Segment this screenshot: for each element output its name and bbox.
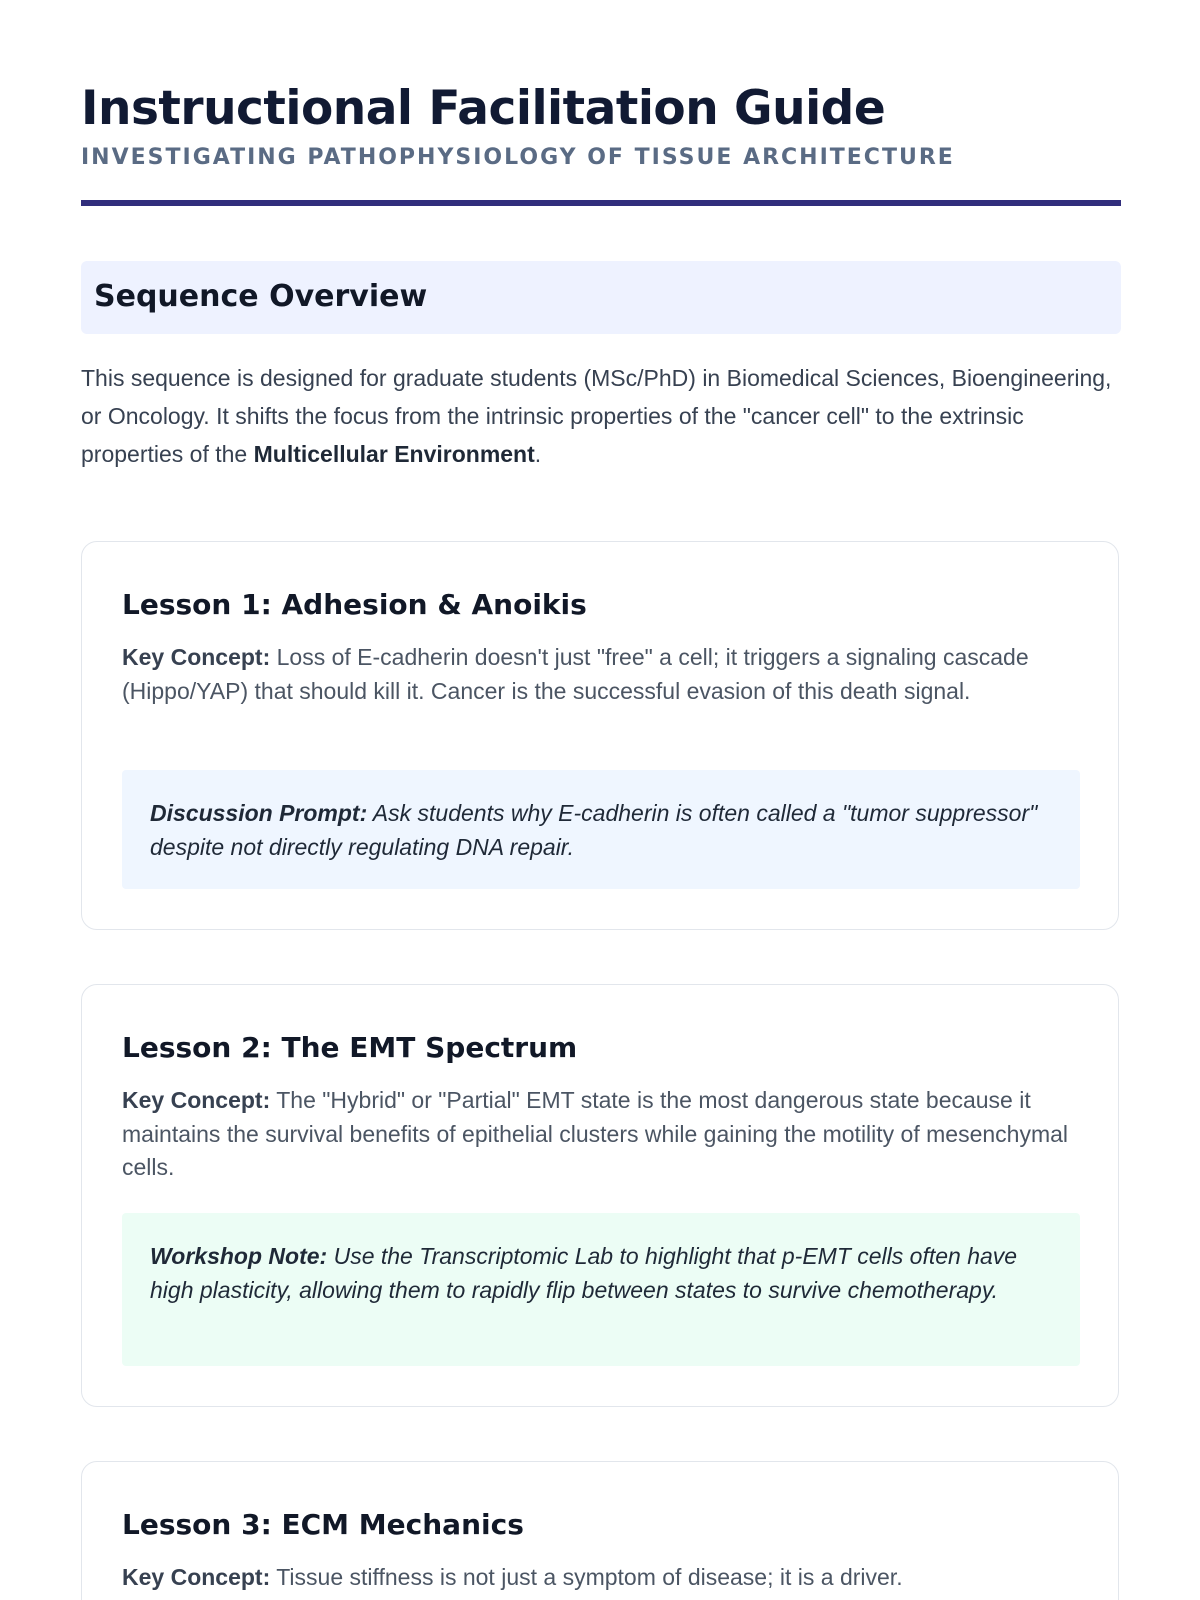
key-concept-label: Key Concept: [122, 1564, 271, 1590]
note-label: Workshop Note: [150, 1243, 328, 1269]
key-concept [122, 1084, 1082, 1185]
note-label: Discussion Prompt: [150, 800, 368, 826]
lesson-title: Lesson 3: ECM Mechanics [122, 1508, 524, 1541]
header-divider [81, 200, 1121, 206]
key-concept [122, 641, 1082, 708]
lesson-card-3 [81, 1461, 1119, 1600]
lesson-card-1 [81, 541, 1119, 930]
key-concept [122, 1561, 1082, 1595]
overview-text: This sequence is designed for graduate students (MSc/PhD) in Biomedical Sciences, Bioengineering, or Oncology. It shifts the focus from the intrinsic properties of the "cancer cell" to the extrinsic properties of the [81, 365, 1112, 467]
note-text: Ask students why E-cadherin is often called a "tumor suppressor" despite not directly regulating DNA repair. [150, 800, 1038, 860]
section-banner-overview [81, 261, 1121, 334]
key-concept-text: Tissue stiffness is not just a symptom of disease; it is a driver. [270, 1564, 903, 1590]
discussion-prompt-box [122, 770, 1080, 889]
key-concept-label: Key Concept: [122, 644, 271, 670]
overview-paragraph [81, 359, 1121, 473]
lesson-title: Lesson 2: The EMT Spectrum [122, 1031, 578, 1064]
note-text: Use the Transcriptomic Lab to highlight that p-EMT cells often have high plasticity, allowing them to rapidly flip between states to survive chemotherapy. [150, 1243, 1018, 1303]
key-concept-text: Loss of E-cadherin doesn't just "free" a cell; it triggers a signaling cascade (Hippo/YAP) that should kill it. Cancer is the successful evasion of this death signal. [122, 644, 1029, 704]
page-title: Instructional Facilitation Guide [81, 81, 886, 136]
lesson-title: Lesson 1: Adhesion & Anoikis [122, 588, 587, 621]
lesson-card-2 [81, 984, 1119, 1407]
overview-text-end: . [534, 441, 542, 467]
overview-emphasis: Multicellular Environment [253, 441, 535, 467]
key-concept-label: Key Concept: [122, 1087, 271, 1113]
section-heading: Sequence Overview [94, 279, 428, 314]
page-subtitle: INVESTIGATING PATHOPHYSIOLOGY OF TISSUE ARCHITECTURE [81, 145, 955, 170]
key-concept-text: The "Hybrid" or "Partial" EMT state is the most dangerous state because it maintains the survival benefits of epithelial clusters while gaining the motility of mesenchymal cells. [122, 1087, 1069, 1180]
workshop-note-box [122, 1213, 1080, 1366]
